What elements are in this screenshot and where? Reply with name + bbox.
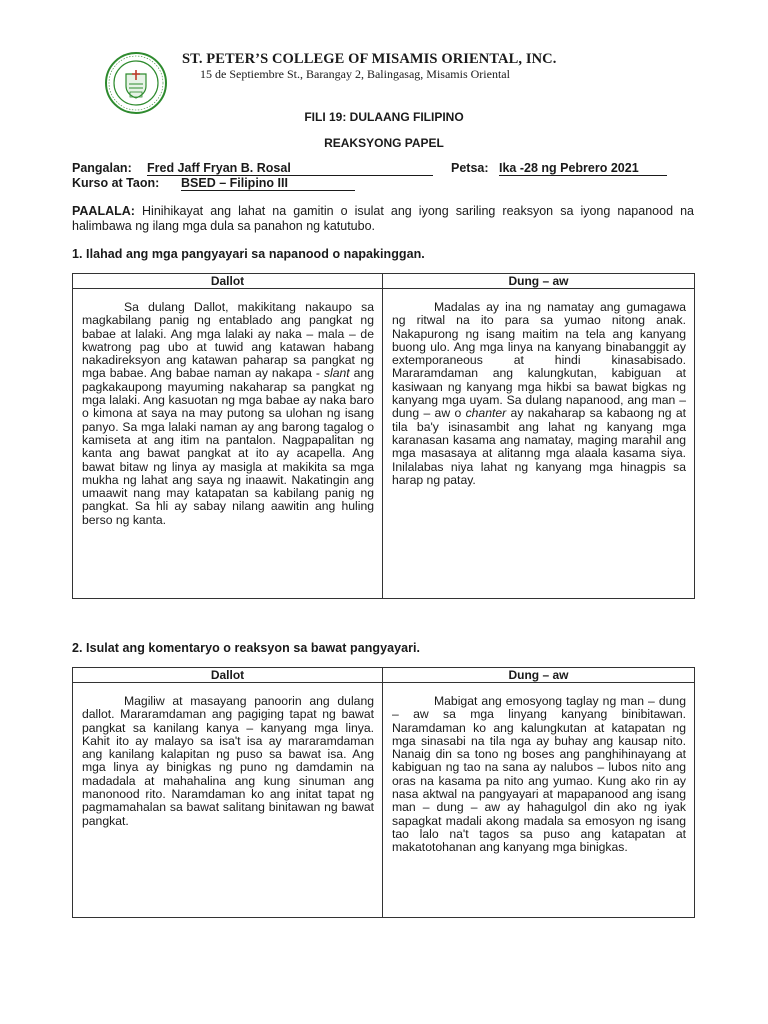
table-cell: [73, 289, 383, 599]
reaction-table-1: [72, 273, 695, 599]
name-label: Pangalan:: [72, 161, 132, 175]
column-header-dallot: Dallot: [73, 274, 383, 289]
college-address: 15 de Septiembre St., Barangay 2, Balingasag, Misamis Oriental: [200, 67, 510, 81]
dung-aw-description: [383, 289, 694, 487]
column-header-dung-aw: Dung – aw: [383, 274, 695, 289]
date-label: Petsa:: [451, 161, 489, 175]
question-2: 2. Isulat ang komentaryo o reaksyon sa bawat pangyayari.: [72, 641, 421, 655]
date-value: Ika -28 ng Pebrero 2021: [499, 162, 667, 176]
course-value: BSED – Filipino III: [181, 177, 355, 191]
text-segment: ay nakaharap sa kabaong ng at tila ba'y isinasambit ang lahat ng kanyang mga karanasan kasama ang namatay, maging marahil ang mga masasaya at alitanng mga alaala kasama siya. Inilalabas niya lahat ng kanyang mga hinagpis sa harap ng patay.: [392, 406, 686, 487]
course-title: FILI 19: DULAANG FILIPINO: [304, 110, 464, 124]
reminder-text: Hinihikayat ang lahat na gamitin o isulat ang iyong sariling reaksyon sa iyong napanood na halimbawa ng ilang mga dula sa panahon ng katutubo.: [72, 204, 694, 233]
reaction-table-2: [72, 667, 695, 918]
column-header-dung-aw: Dung – aw: [383, 668, 695, 683]
name-value: Fred Jaff Fryan B. Rosal: [147, 162, 433, 176]
question-1: 1. Ilahad ang mga pangyayari sa napanood o napakinggan.: [72, 247, 425, 261]
reminder-label: PAALALA:: [72, 204, 135, 218]
italic-term: slant: [323, 366, 350, 381]
dallot-description: [73, 289, 382, 527]
reminder-paragraph: [72, 204, 694, 234]
course-label: Kurso at Taon:: [72, 176, 160, 190]
dallot-reaction: Magiliw at masayang panoorin ang dulang dallot. Mararamdaman ang pagiging tapat ng bawat pangkat sa kanilang kanya – kanyang mga linya. Kahit ito ay malayo sa isa't isa ay mararamdaman ang kanilang kalapitan ng puso sa bawat isa. Ang mga linya ay binigkas ng puno ng damdamin na madadala at mahahalina ang kung sinuman ang manonood rito. Naramdaman ko ang initat tapat ng pagmamahalan sa bawat salitang binitawan ng bawat pangkat.: [82, 694, 374, 828]
table-cell: [383, 289, 695, 599]
text-segment: Madalas ay ina ng namatay ang gumagawa ng ritwal na ito para sa yumao nitong anak. Nakapurong ng isang maitim na tela ang kanyang buong ulo. Ang mga linya na kanyang binabanggit ay extemporaneous at hindi kinasabisado. Mararamdaman ang kalungkutan, kabiguan at kasiwaan ng kanyang mga hikbi sa bawat bigkas ng kanyang mga uyam. Sa dulang napanood, ang man – dung – aw o: [392, 300, 686, 421]
column-header-dallot: Dallot: [73, 668, 383, 683]
text-segment: ang pagkakaupong mayuming nakaharap sa pangkat ng mga lalaki. Ang kasuotan ng mga babae ay naka baro o kimona at saya na may putong sa ulohan ng isang panyo. Sa mga lalaki naman ay ang barong tagalog o kamiseta at ang itim na pantalon. Nagpapalitan ng kanta ang bawat pangkat at ito ay acapella. Ang bawat bitaw ng linya ay masigla at makikita sa mga mukha ng lahat ang saya ng inaawit. Nakatingin ang umaawit nang may katapatan sa kabilang panig ng pangkat. Sa hli ay sabay nilang aawitin ang huling berso ng kanta.: [82, 366, 374, 527]
college-seal-icon: [105, 52, 167, 114]
dung-aw-reaction: Mabigat ang emosyong taglay ng man – dung – aw sa mga linyang kanyang binibitawan. Naramdaman ko ang kalungkutan at katapatan ng mga sinasabi na tila nga ay buhay ang kausap nito. Nanaig din sa tono ng boses ang panghihinayang at kabiguan ng tao na sana ay nalubos – lubos nito ang oras na kasama pa nito ang yumao. Kung ako rin ay nasa aktwal na pangyayari at mapapanood ang isang man – dung – aw ay hahagulgol din ako ng iyak sapagkat madali akong madala sa emosyon ng isang tao lalo na't tagos sa puso ang katapatan at makatotohanan ang kanyang mga binigkas.: [392, 694, 686, 855]
table-cell: [73, 683, 383, 918]
italic-term: chanter: [465, 406, 507, 421]
paper-subtitle: REAKSYONG PAPEL: [324, 136, 444, 150]
table-cell: [383, 683, 695, 918]
text-segment: Sa dulang Dallot, makikitang nakaupo sa magkabilang panig ng entablado ang pangkat ng babae at lalaki. Ang mga lalaki ay naka – mala – de kwatrong pag ubo at tuwid ang katawan habang nakadireksyon ang katawan paharap sa pangkat ng mga babae. Ang babae naman ay nakapa -: [82, 300, 374, 381]
college-name: ST. PETER’S COLLEGE OF MISAMIS ORIENTAL, INC.: [182, 51, 557, 67]
